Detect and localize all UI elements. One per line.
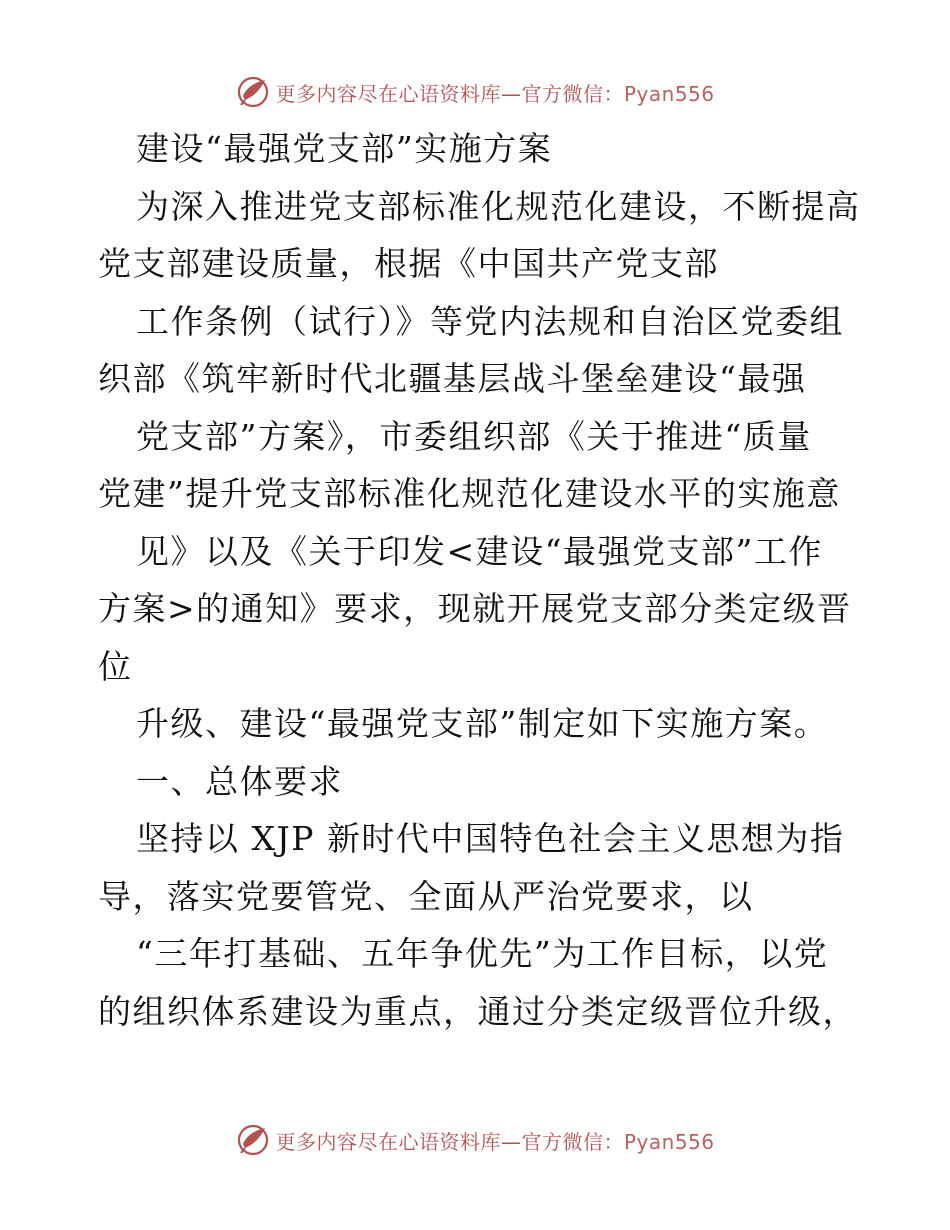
document-line: 坚持以 XJP 新时代中国特色社会主义思想为指 bbox=[136, 819, 845, 858]
document-line: 为深入推进党支部标准化规范化建设，不断提高 bbox=[136, 186, 861, 226]
document-line: 建设“最强党支部”实施方案 bbox=[136, 129, 553, 168]
pen-logo-icon bbox=[235, 74, 271, 110]
pen-logo-icon bbox=[235, 1122, 271, 1158]
document-line: 织部《筑牢新时代北疆基层战斗堡垒建设“最强 bbox=[98, 359, 807, 398]
document-line: 一、总体要求 bbox=[136, 761, 343, 801]
document-line: 见》以及《关于印发<建设“最强党支部”工作 bbox=[136, 531, 823, 571]
document-body bbox=[98, 120, 861, 1040]
document-line: 党建”提升党支部标准化规范化建设水平的实施意 bbox=[98, 474, 841, 513]
watermark-wechat-id: Pyan556 bbox=[623, 81, 715, 106]
document-line: 方案>的通知》要求，现就开展党支部分类定级晋 bbox=[98, 589, 852, 628]
watermark-wechat-label: 官方微信： bbox=[521, 81, 624, 106]
document-line: 党支部建设质量，根据《中国共产党支部 bbox=[98, 244, 719, 283]
watermark-separator: — bbox=[500, 1129, 522, 1154]
document-line: 升级、建设“最强党支部”制定如下实施方案。 bbox=[136, 704, 829, 743]
header-watermark bbox=[0, 72, 950, 112]
document-line: 位 bbox=[98, 646, 133, 686]
watermark-site-text: 更多内容尽在心语资料库 bbox=[275, 1129, 501, 1154]
watermark-wechat-id: Pyan556 bbox=[623, 1129, 715, 1154]
watermark-separator: — bbox=[500, 81, 522, 106]
watermark-wechat-label: 官方微信： bbox=[521, 1129, 624, 1154]
watermark-site-text: 更多内容尽在心语资料库 bbox=[275, 81, 501, 106]
watermark-text bbox=[275, 1126, 714, 1155]
footer-watermark bbox=[0, 1120, 950, 1160]
document-line: 工作条例（试行）》等党内法规和自治区党委组 bbox=[136, 301, 844, 341]
watermark-text bbox=[275, 78, 714, 107]
document-line: 党支部”方案》，市委组织部《关于推进“质量 bbox=[136, 416, 812, 456]
document-line: 的组织体系建设为重点，通过分类定级晋位升级， bbox=[98, 991, 857, 1031]
document-line: 导，落实党要管党、全面从严治党要求，以 bbox=[98, 876, 754, 916]
document-line: “三年打基础、五年争优先”为工作目标，以党 bbox=[136, 934, 829, 973]
